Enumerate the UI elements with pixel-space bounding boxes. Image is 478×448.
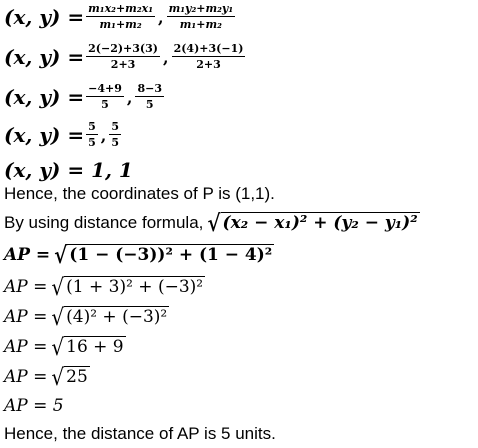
numerator-x: 2(−2)+3(3) (88, 42, 158, 55)
comma: , (126, 88, 133, 107)
ap-lhs: AP = (4, 277, 48, 297)
fraction-x (86, 2, 155, 31)
ap-sqrt (54, 241, 274, 269)
coordinates-statement: Hence, the coordinates of P is (1,1). (4, 184, 275, 203)
fraction-y (167, 2, 236, 31)
ap-result: AP = 5 (4, 396, 64, 416)
radicand: (1 − (−3))² + (1 − 4)² (69, 245, 273, 265)
comma: , (158, 8, 164, 27)
numerator-y: 2(4)+3(−1) (173, 42, 244, 55)
fraction-x (86, 82, 124, 111)
fraction-y (135, 82, 164, 111)
ap-sqrt (51, 333, 125, 361)
numerator-x: −4+9 (88, 82, 122, 95)
lhs-xy: (x, y) = (4, 122, 85, 147)
ap-step-4 (4, 363, 90, 391)
numerator-x: 5 (88, 120, 96, 133)
lhs-xy: (x, y) = (4, 4, 85, 29)
denominator-y: m₁+m₂ (179, 18, 222, 31)
radicand: (4)² + (−3)² (66, 307, 168, 327)
radical-sign: √ (51, 273, 65, 301)
lhs-xy: (x, y) = (4, 44, 85, 69)
fraction-y (109, 120, 121, 149)
result-coordinates-line (4, 158, 133, 182)
radicand: 16 + 9 (66, 337, 124, 357)
ap-lhs: AP = (4, 337, 48, 357)
simplify-line-2 (4, 120, 123, 149)
ap-sqrt (51, 303, 169, 331)
fraction-x (86, 120, 98, 149)
denominator-y: 5 (111, 136, 120, 149)
numerator-y: 5 (111, 120, 120, 133)
distance-formula-text: By using distance formula, (4, 213, 204, 232)
ap-step-3 (4, 333, 126, 361)
substitution-line (4, 42, 247, 71)
radical-sign: √ (51, 333, 65, 361)
ap-lhs: AP = (4, 367, 48, 387)
numerator-x: m₁x₂+m₂x₁ (88, 2, 154, 15)
lhs-xy: (x, y) = (4, 84, 85, 109)
denominator-x: 5 (88, 136, 96, 149)
radical-sign: √ (207, 209, 221, 237)
distance-formula-sqrt (207, 209, 419, 237)
denominator-y: 2+3 (196, 58, 221, 71)
result-coordinates: (x, y) = 1, 1 (4, 158, 133, 182)
numerator-y: 8−3 (137, 82, 162, 95)
ap-lhs: AP = (4, 307, 48, 327)
comma: , (163, 48, 169, 67)
radicand: 25 (66, 367, 88, 387)
ap-step-1 (4, 273, 205, 301)
simplify-line-1 (4, 82, 166, 111)
denominator-x: m₁+m₂ (99, 18, 142, 31)
ap-sqrt (51, 273, 205, 301)
radical-sign: √ (54, 241, 68, 269)
numerator-y: m₁y₂+m₂y₁ (168, 2, 234, 15)
radicand: (x₂ − x₁)² + (y₂ − y₁)² (222, 213, 418, 233)
radicand: (1 + 3)² + (−3)² (66, 277, 204, 297)
section-formula-line (4, 2, 237, 31)
radical-sign: √ (51, 363, 65, 391)
fraction-x (86, 42, 160, 71)
denominator-x: 5 (101, 98, 109, 111)
ap-sqrt (51, 363, 89, 391)
denominator-x: 2+3 (110, 58, 136, 71)
ap-lhs: AP = (4, 245, 51, 265)
denominator-y: 5 (145, 98, 154, 111)
comma: , (100, 126, 107, 145)
ap-step-2 (4, 303, 169, 331)
radical-sign: √ (51, 303, 65, 331)
fraction-y (172, 42, 246, 71)
ap-substitution-line (4, 241, 274, 269)
distance-statement: Hence, the distance of AP is 5 units. (4, 424, 276, 443)
distance-formula-line (4, 209, 420, 237)
